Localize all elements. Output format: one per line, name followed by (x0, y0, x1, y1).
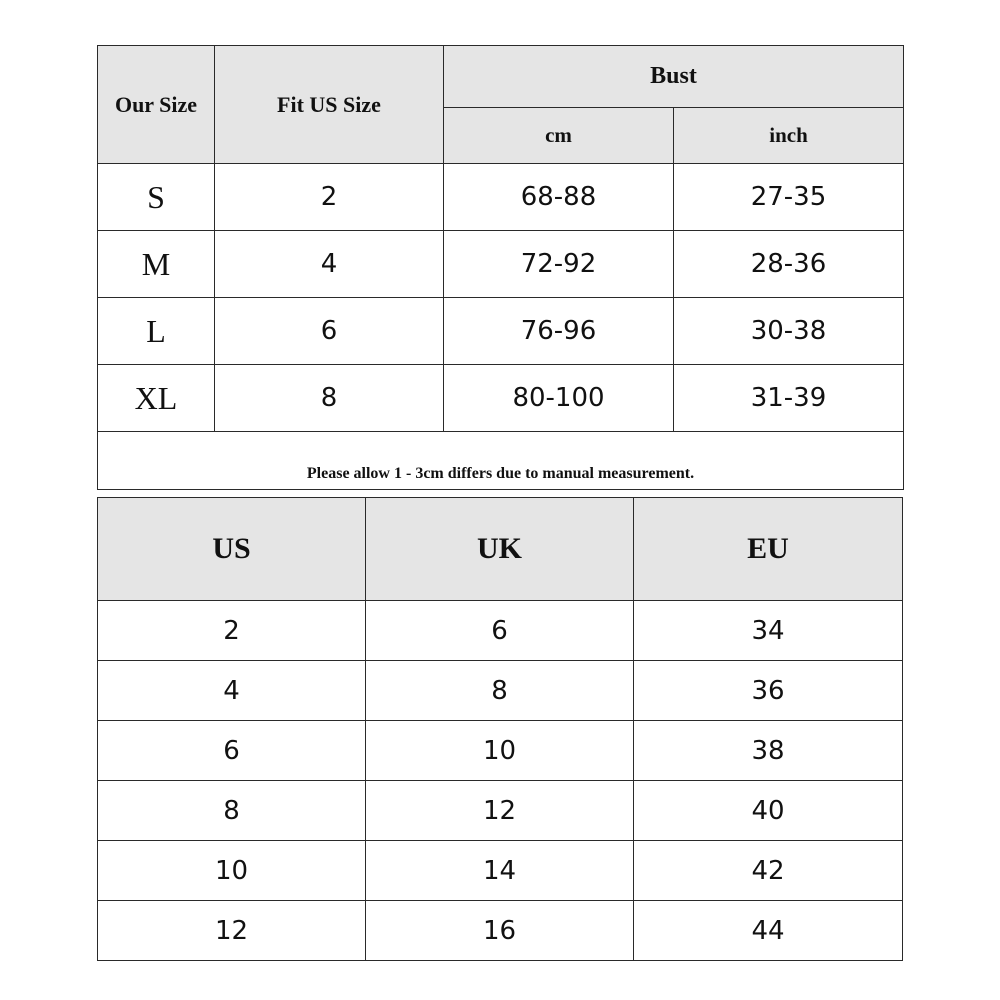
us-cell: 2 (98, 601, 366, 661)
size-cell: S (98, 164, 215, 231)
bust-cm-cell: 76-96 (444, 298, 674, 365)
conversion-row (98, 781, 903, 841)
header-uk: UK (366, 498, 634, 601)
header-our-size: Our Size (98, 46, 215, 164)
header-inch: inch (674, 108, 904, 164)
uk-cell: 6 (366, 601, 634, 661)
measurement-note: Please allow 1 - 3cm differs due to manual measurement. (98, 432, 904, 490)
us-size-cell: 8 (215, 365, 444, 432)
us-size-cell: 4 (215, 231, 444, 298)
size-cell: XL (98, 365, 215, 432)
header-eu: EU (634, 498, 903, 601)
header-bust: Bust (444, 46, 904, 108)
uk-cell: 10 (366, 721, 634, 781)
bust-inch-cell: 31-39 (674, 365, 904, 432)
us-size-cell: 2 (215, 164, 444, 231)
size-row-m (98, 231, 904, 298)
size-row-l (98, 298, 904, 365)
size-chart-table (97, 45, 904, 490)
conversion-row (98, 901, 903, 961)
us-cell: 6 (98, 721, 366, 781)
bust-cm-cell: 68-88 (444, 164, 674, 231)
header-us: US (98, 498, 366, 601)
uk-cell: 16 (366, 901, 634, 961)
us-cell: 10 (98, 841, 366, 901)
eu-cell: 42 (634, 841, 903, 901)
us-cell: 12 (98, 901, 366, 961)
eu-cell: 36 (634, 661, 903, 721)
size-row-s (98, 164, 904, 231)
us-cell: 4 (98, 661, 366, 721)
size-cell: L (98, 298, 215, 365)
us-size-cell: 6 (215, 298, 444, 365)
us-cell: 8 (98, 781, 366, 841)
conversion-row (98, 841, 903, 901)
bust-cm-cell: 72-92 (444, 231, 674, 298)
eu-cell: 40 (634, 781, 903, 841)
bust-inch-cell: 27-35 (674, 164, 904, 231)
bust-cm-cell: 80-100 (444, 365, 674, 432)
eu-cell: 44 (634, 901, 903, 961)
header-fit-us-size: Fit US Size (215, 46, 444, 164)
conversion-row (98, 601, 903, 661)
conversion-row (98, 661, 903, 721)
size-cell: M (98, 231, 215, 298)
uk-cell: 12 (366, 781, 634, 841)
conversion-row (98, 721, 903, 781)
bust-inch-cell: 30-38 (674, 298, 904, 365)
bust-inch-cell: 28-36 (674, 231, 904, 298)
uk-cell: 14 (366, 841, 634, 901)
size-conversion-table (97, 497, 903, 961)
eu-cell: 38 (634, 721, 903, 781)
size-row-xl (98, 365, 904, 432)
eu-cell: 34 (634, 601, 903, 661)
header-cm: cm (444, 108, 674, 164)
uk-cell: 8 (366, 661, 634, 721)
